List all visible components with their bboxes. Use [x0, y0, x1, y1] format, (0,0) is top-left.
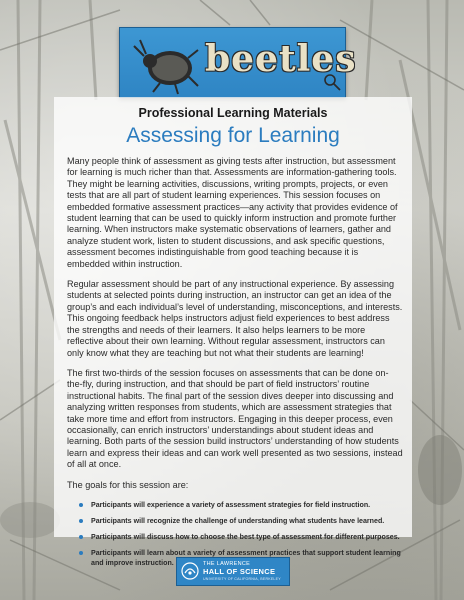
page-title: Assessing for Learning: [126, 124, 340, 147]
lawrence-hall-logo: [176, 557, 290, 586]
footer-line-1: THE LAWRENCE: [203, 561, 251, 567]
lawrence-hall-emblem-icon: [181, 562, 199, 580]
footer-line-3: UNIVERSITY OF CALIFORNIA, BERKELEY: [203, 577, 281, 581]
bullet-icon: [79, 519, 83, 523]
paragraph-goals-intro: The goals for this session are:: [67, 479, 189, 490]
goal-text: Participants will discuss how to choose the best type of assessment for different purposes.: [91, 532, 400, 541]
paragraph-session-structure: The first two-thirds of the session focuses on assessments that can be done on-the-fly, during instruction, and that should be part of field instructors’ routine instructional habits. The final part of the session dives deeper into discussing and analyzing written responses from students, which are assessment strategies that take more time and effort from instructors. Engaging in this deeper process, even occasionally, can enrich instructors’ understandings about student ideas and learning. Both parts of the session build instructors’ understanding of how students learn and express their ideas and can work well presented as two sessions, instead of all at once.: [67, 367, 403, 470]
bullet-icon: [79, 503, 83, 507]
goal-text: Participants will experience a variety of assessment strategies for field instruction.: [91, 500, 371, 509]
footer-line-2: HALL OF SCIENCE: [203, 567, 276, 576]
bullet-icon: [79, 535, 83, 539]
beetles-logo-banner: [119, 27, 357, 98]
beetles-logo-text: beetles: [205, 38, 357, 80]
document-body: [67, 156, 403, 574]
list-item: [79, 532, 403, 542]
goal-text: Participants will recognize the challenge of understanding what students have learned.: [91, 516, 385, 525]
list-item: [79, 500, 403, 510]
bullet-icon: [79, 551, 83, 555]
goal-text: Participants will learn about a variety of assessment practices that support student learning and improve instruction.: [91, 548, 401, 567]
list-item: [79, 516, 403, 526]
paragraph-intro: Many people think of assessment as giving tests after instruction, but assessment for learning is much richer than that. Assessments are information-gathering tools. They might be learning activities, discussions, writing prompts, projects, or even tests that are all part of student learning experiences. This session focuses on embedded formative assessment practices—any activity that provides evidence of student learning that can be used to quickly inform instruction and promote further learning. When instructors make systematic observations of learners, gather and analyze student work, listen to student discussions, and ask specific questions, assessment becomes indistinguishable from good teaching because it is embedded within instruction.: [67, 156, 398, 269]
paragraph-regular-assessment: Regular assessment should be part of any instructional experience. By assessing students at selected points during instruction, an instructor can get an idea of the group’s and each individual’s level of understanding, misconceptions, and interests. This ongoing feedback helps instructors adjust field experiences to best address the strengths and needs of their learners. It also helps learners to be more reflective about their own learning. Without regular assessment, instructors can only know what they are teaching but not what their students are learning!: [67, 279, 403, 358]
page-subtitle: Professional Learning Materials: [138, 106, 328, 120]
